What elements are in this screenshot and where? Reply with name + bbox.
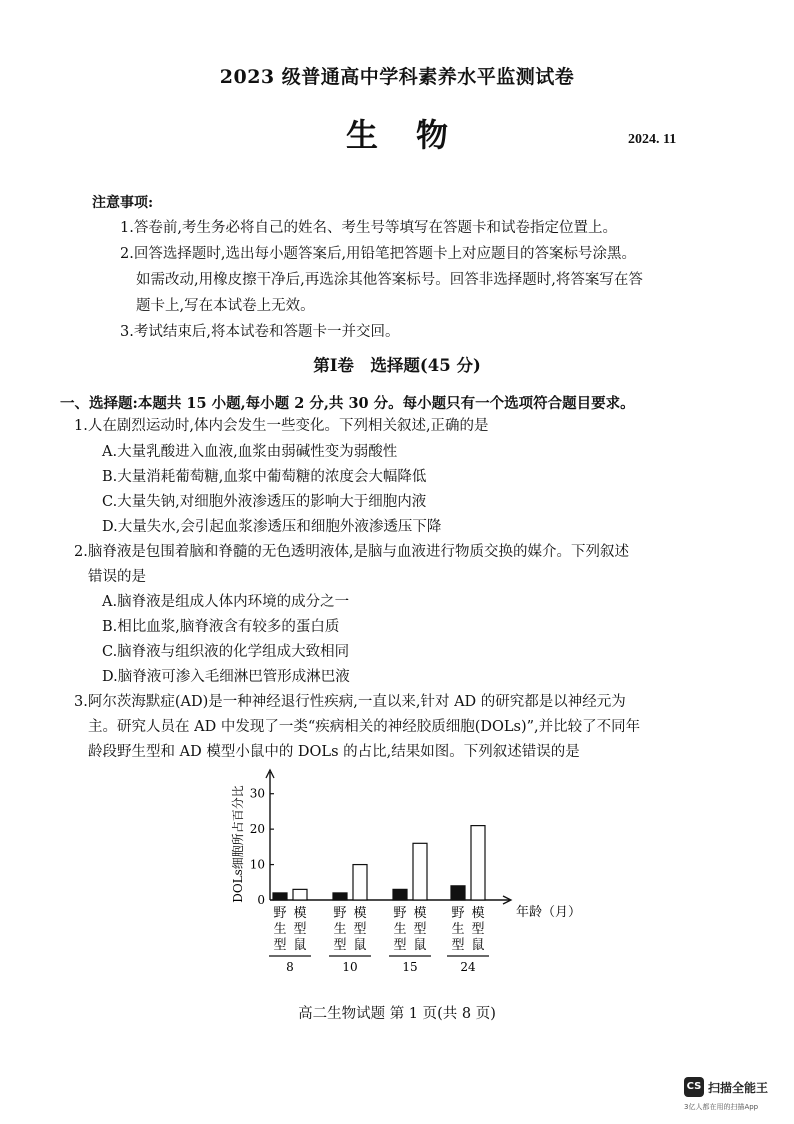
question-2-stem: 2.脑脊液是包围着脑和脊髓的无色透明液体,是脑与血液进行物质交换的媒介。下列叙述 bbox=[74, 544, 629, 560]
bar bbox=[451, 886, 465, 900]
bar-label-char: 生 bbox=[393, 922, 407, 937]
page-footer: 高二生物试题 第 1 页(共 8 页) bbox=[298, 1006, 496, 1022]
section-title: 第Ⅰ卷 选择题(45 分) bbox=[313, 356, 481, 375]
question-2-option-a: A.脑脊液是组成人体内环境的成分之一 bbox=[102, 594, 350, 610]
notice-line: 如需改动,用橡皮擦干净后,再选涂其他答案标号。回答非选择题时,将答案写在答 bbox=[136, 272, 643, 288]
bar bbox=[333, 893, 347, 900]
x-tick-label: 24 bbox=[460, 960, 476, 974]
question-3-stem: 主。研究人员在 AD 中发现了一类“疾病相关的神经胶质细胞(DOLs)”,并比较了不同年 bbox=[88, 719, 641, 735]
bar-label-char: 生 bbox=[333, 922, 347, 937]
part-heading: 一、选择题:本题共 15 小题,每小题 2 分,共 30 分。每小题只有一个选项符合题目要求。 bbox=[60, 395, 635, 412]
bar-label-char: 型 bbox=[273, 938, 287, 953]
question-2-option-c: C.脑脊液与组织液的化学组成大致相同 bbox=[102, 644, 350, 660]
x-tick-label: 10 bbox=[342, 960, 358, 974]
bar-label-char: 型 bbox=[471, 922, 485, 937]
question-1-option-d: D.大量失水,会引起血浆渗透压和细胞外液渗透压下降 bbox=[102, 519, 442, 535]
bar-label-char: 模 bbox=[413, 906, 427, 921]
y-tick-label: 20 bbox=[249, 822, 265, 837]
subject-title: 生物 bbox=[345, 116, 486, 154]
question-1-stem: 1.人在剧烈运动时,体内会发生一些变化。下列相关叙述,正确的是 bbox=[74, 418, 489, 434]
dols-bar-chart bbox=[228, 768, 588, 978]
bar-label-char: 模 bbox=[293, 906, 307, 921]
question-2-option-b: B.相比血浆,脑脊液含有较多的蛋白质 bbox=[102, 619, 340, 635]
y-tick-label: 0 bbox=[257, 893, 265, 907]
bar bbox=[471, 826, 485, 900]
bar-label-char: 型 bbox=[293, 922, 307, 937]
bar-label-char: 野 bbox=[333, 906, 347, 921]
question-3-stem: 龄段野生型和 AD 模型小鼠中的 DOLs 的占比,结果如图。下列叙述错误的是 bbox=[88, 744, 580, 760]
bar-label-char: 型 bbox=[333, 938, 347, 953]
bar-label-char: 鼠 bbox=[471, 938, 485, 953]
bar-label-char: 型 bbox=[451, 938, 465, 953]
watermark-tagline: 3亿人都在用的扫描App bbox=[684, 1103, 759, 1111]
bar-label-char: 鼠 bbox=[353, 938, 367, 953]
x-tick-label: 8 bbox=[286, 960, 294, 974]
question-1-option-c: C.大量失钠,对细胞外液渗透压的影响大于细胞内液 bbox=[102, 494, 427, 510]
watermark-app-name: 扫描全能王 bbox=[708, 1081, 769, 1095]
bar bbox=[273, 893, 287, 900]
y-tick-label: 30 bbox=[249, 786, 265, 801]
question-3-stem: 3.阿尔茨海默症(AD)是一种神经退行性疾病,一直以来,针对 AD 的研究都是以神经元为 bbox=[74, 694, 626, 710]
exam-date: 2024. 11 bbox=[628, 132, 677, 147]
bar-label-char: 鼠 bbox=[413, 938, 427, 953]
question-2-option-d: D.脑脊液可渗入毛细淋巴管形成淋巴液 bbox=[102, 669, 350, 685]
bar bbox=[393, 889, 407, 900]
notice-line: 1.答卷前,考生务必将自己的姓名、考生号等填写在答题卡和试卷指定位置上。 bbox=[120, 220, 617, 236]
bar bbox=[293, 889, 307, 900]
x-axis-label: 年龄（月） bbox=[516, 905, 582, 920]
chart-svg bbox=[228, 768, 588, 978]
bar-label-char: 野 bbox=[451, 906, 465, 921]
x-tick-label: 15 bbox=[402, 960, 418, 974]
notice-line: 3.考试结束后,将本试卷和答题卡一并交回。 bbox=[120, 324, 400, 340]
notice-line: 题卡上,写在本试卷上无效。 bbox=[136, 298, 315, 314]
bar bbox=[353, 865, 367, 900]
bar-label-char: 模 bbox=[471, 906, 485, 921]
bar bbox=[413, 843, 427, 900]
bar-label-char: 型 bbox=[353, 922, 367, 937]
bar-label-char: 野 bbox=[273, 906, 287, 921]
bar-label-char: 野 bbox=[393, 906, 407, 921]
bar-label-char: 型 bbox=[413, 922, 427, 937]
notice-line: 2.回答选择题时,选出每小题答案后,用铅笔把答题卡上对应题目的答案标号涂黑。 bbox=[120, 246, 637, 262]
notice-heading: 注意事项: bbox=[92, 195, 154, 211]
bar-label-char: 模 bbox=[353, 906, 367, 921]
bar-label-char: 型 bbox=[393, 938, 407, 953]
scanner-watermark bbox=[684, 1077, 784, 1117]
bar-label-char: 生 bbox=[273, 922, 287, 937]
y-tick-label: 10 bbox=[249, 857, 265, 872]
exam-title: 2023 级普通高中学科素养水平监测试卷 bbox=[219, 66, 575, 88]
camscanner-logo-icon: CS bbox=[684, 1077, 704, 1097]
y-axis-label: DOLs细胞所占百分比 bbox=[231, 785, 245, 903]
bar-label-char: 生 bbox=[451, 922, 465, 937]
bar-label-char: 鼠 bbox=[293, 938, 307, 953]
question-1-option-b: B.大量消耗葡萄糖,血浆中葡萄糖的浓度会大幅降低 bbox=[102, 469, 427, 485]
question-2-stem: 错误的是 bbox=[88, 569, 146, 585]
question-1-option-a: A.大量乳酸进入血液,血浆由弱碱性变为弱酸性 bbox=[102, 444, 398, 460]
